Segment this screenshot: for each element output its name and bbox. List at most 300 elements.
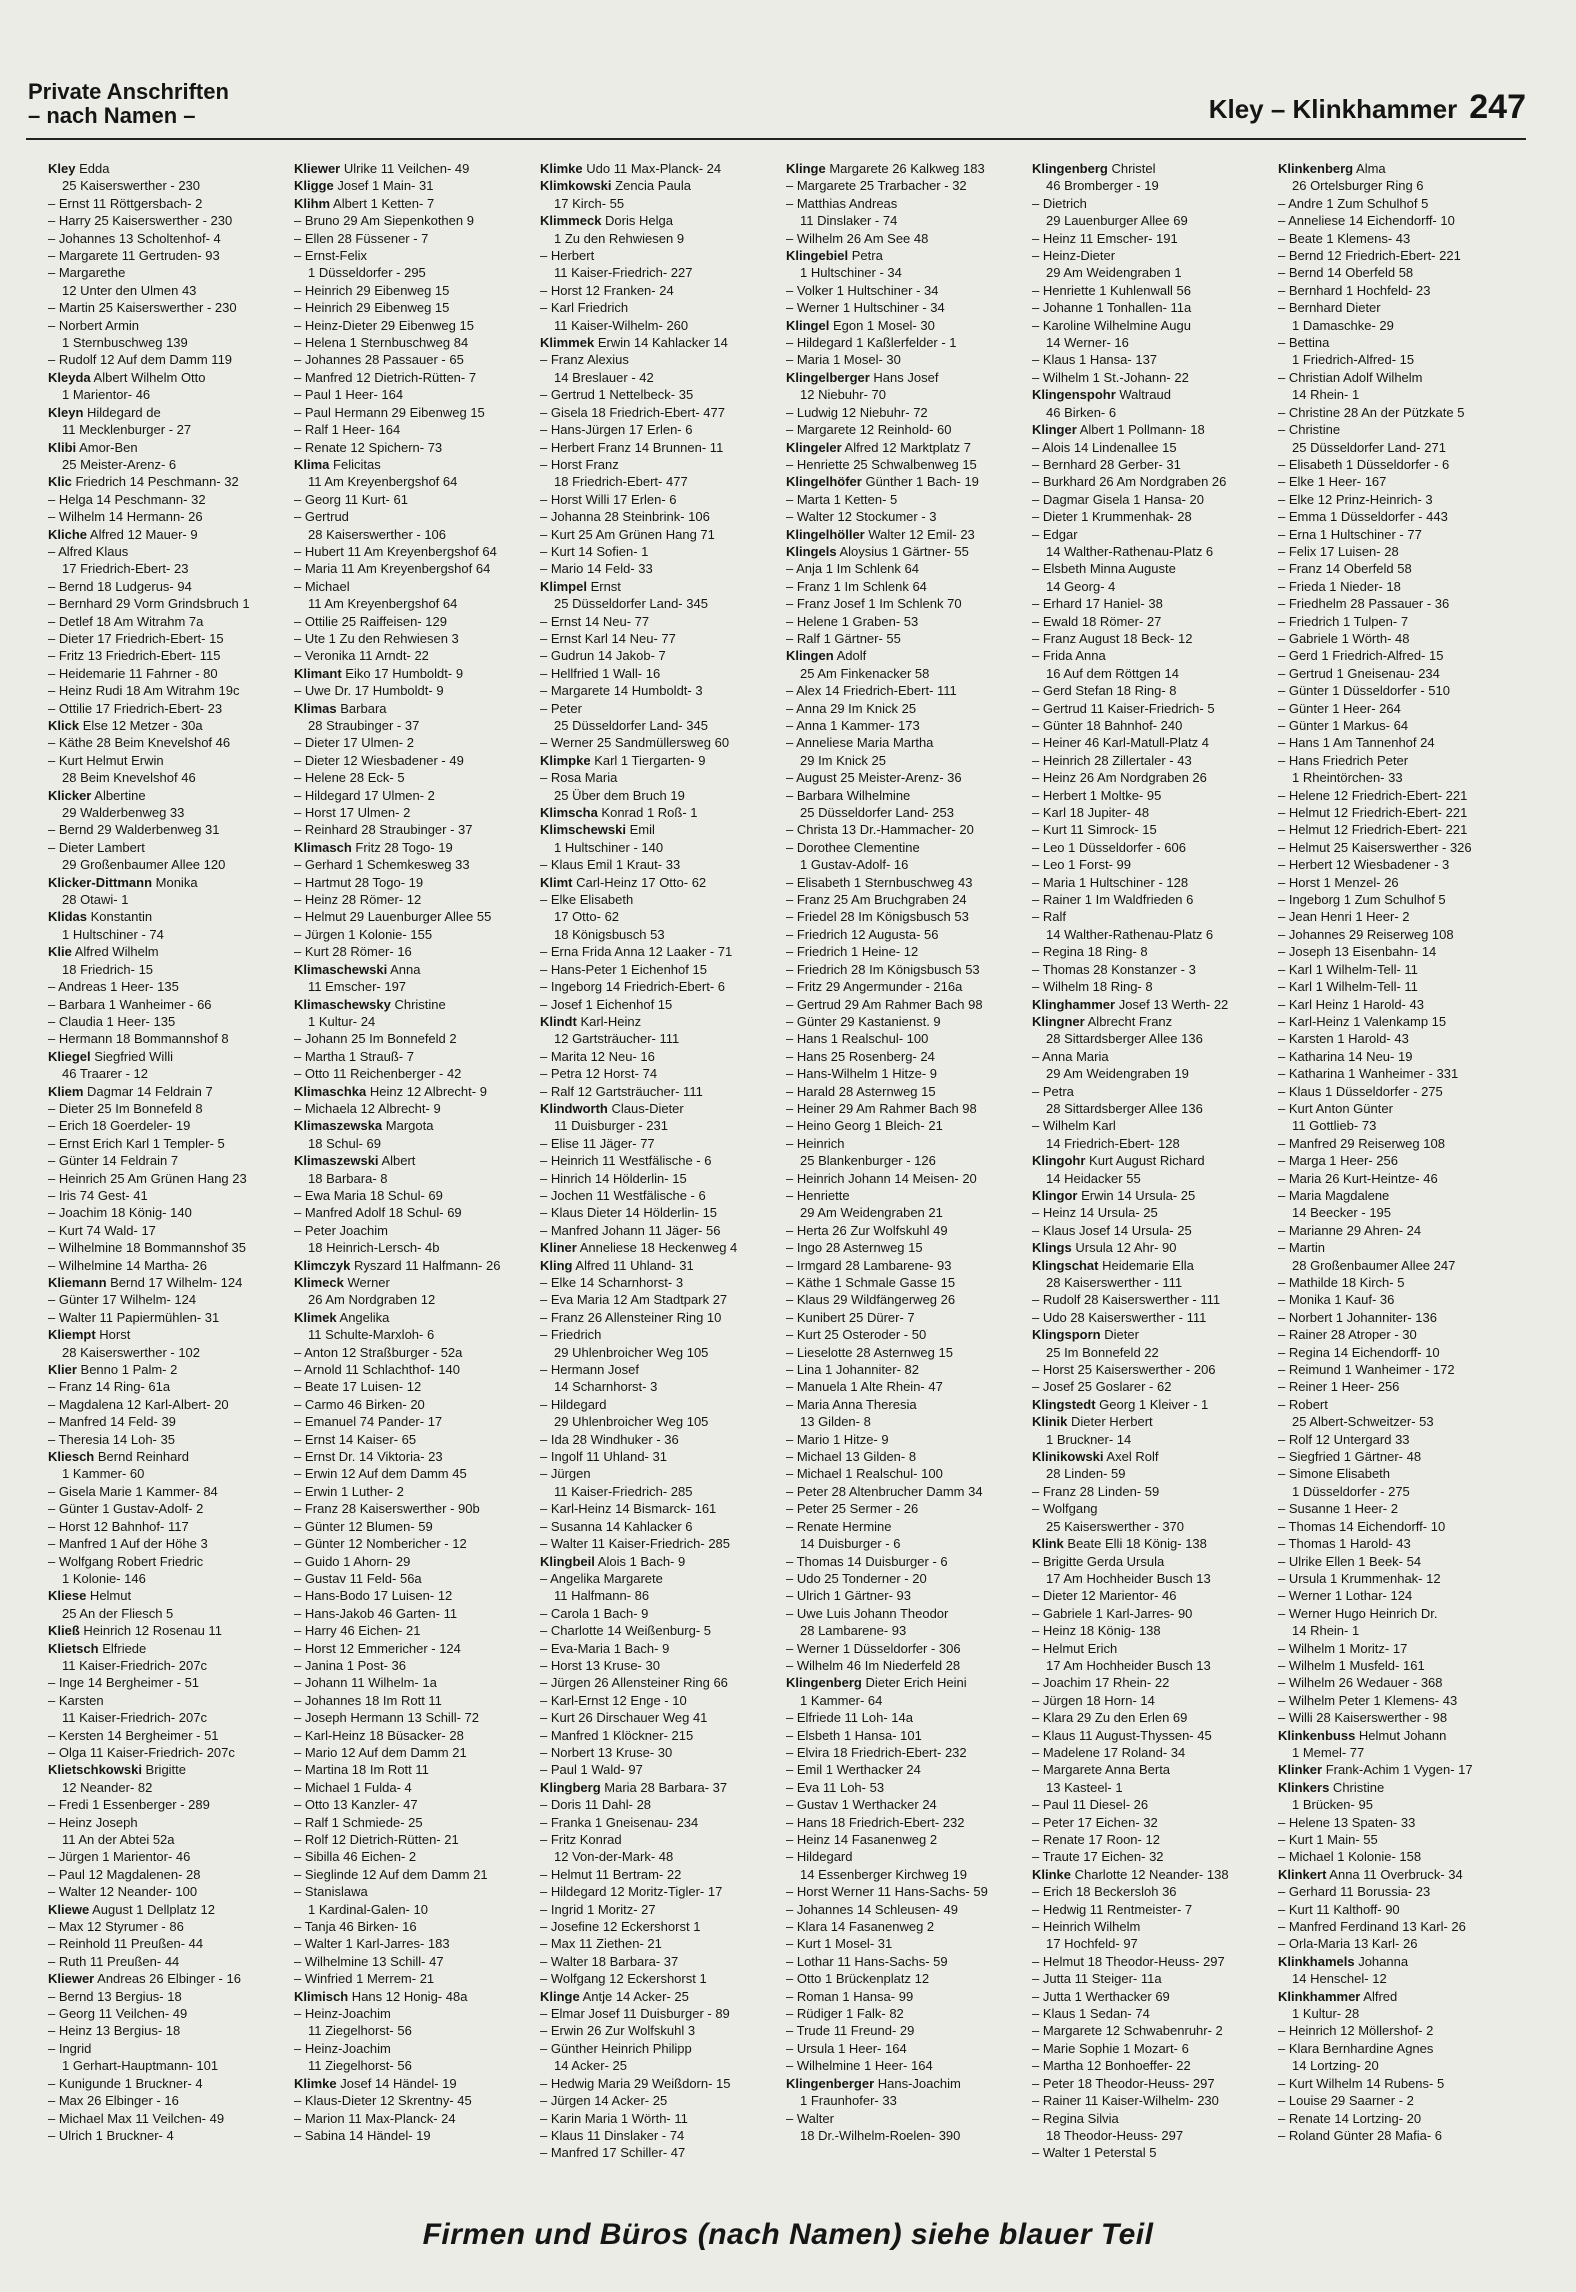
surname: Klinker <box>1278 1762 1323 1778</box>
listing-entry: – Josefine 12 Eckershorst 1 <box>540 1919 701 1935</box>
surname: Klink <box>1032 1536 1064 1552</box>
listing-entry: – Christine <box>1278 422 1341 438</box>
surname: Klingels <box>786 543 837 559</box>
listing-entry: 28 Lambarene- 93 <box>800 1623 907 1639</box>
listing-entry: – Margarete 11 Gertruden- 93 <box>48 248 220 264</box>
listing-entry: – Karl Friedrich <box>540 300 629 316</box>
listing-entry: Klimaschka Heinz 12 Albrecht- 9 <box>294 1083 487 1099</box>
listing-entry: – Norbert 13 Kruse- 30 <box>540 1744 673 1760</box>
listing-entry: – Barbara Wilhelmine <box>786 787 911 803</box>
listing-entry: 12 Niebuhr- 70 <box>800 387 886 403</box>
listing-entry: Klinge Margarete 26 Kalkweg 183 <box>786 161 985 176</box>
listing-entry: – Käthe 1 Schmale Gasse 15 <box>786 1275 956 1290</box>
footer-note: Firmen und Büros (nach Namen) siehe blauer Teil <box>422 2218 1154 2251</box>
listing-entry: – Tanja 46 Birken- 16 <box>294 1919 417 1935</box>
listing-entry: – Harry 46 Eichen- 21 <box>294 1623 421 1639</box>
listing-entry: – Renate 17 Roon- 12 <box>1032 1832 1160 1847</box>
listing-entry: – Rolf 12 Dietrich-Rütten- 21 <box>294 1832 459 1847</box>
listing-entry: – Heinrich Johann 14 Meisen- 20 <box>786 1170 977 1186</box>
listing-entry: – Paul 12 Magdalenen- 28 <box>48 1866 201 1882</box>
listing-entry: – Veronika 11 Arndt- 22 <box>294 648 429 664</box>
listing-entry: Klingstedt Georg 1 Kleiver - 1 <box>1032 1396 1209 1412</box>
listing-entry: – Lina 1 Johanniter- 82 <box>786 1362 919 1378</box>
listing-entry: – Franz August 18 Beck- 12 <box>1032 630 1193 646</box>
surname: Klicker-Dittmann <box>48 874 153 890</box>
listing-entry: Klimmeck Doris Helga <box>540 213 673 229</box>
surname: Klimaschka <box>294 1083 367 1099</box>
listing-entry: – Karl Heinz 1 Harold- 43 <box>1278 996 1424 1012</box>
surname: Klingel <box>786 317 830 333</box>
listing-entry: – Helmut 29 Lauenburger Allee 55 <box>294 909 492 925</box>
listing-entry: Klingohr Kurt August Richard <box>1032 1153 1205 1169</box>
listing-entry: – Kurt Anton Günter <box>1278 1100 1393 1116</box>
surname: Klimek <box>294 1309 337 1325</box>
listing-entry: Klimkowski Zencia Paula <box>540 178 692 194</box>
listing-entry: – Horst 1 Menzel- 26 <box>1278 874 1399 890</box>
listing-entry: – Elsbeth 1 Hansa- 101 <box>786 1727 922 1743</box>
listing-entry: – Dieter Lambert <box>48 839 145 855</box>
listing-entry: – Heinz-Joachim <box>294 2040 391 2056</box>
listing-entry: – Bernhard 28 Gerber- 31 <box>1032 456 1181 472</box>
surname: Klindt <box>540 1013 577 1029</box>
listing-entry: – Monika 1 Kauf- 36 <box>1278 1292 1395 1308</box>
listing-entry: 28 Otawi- 1 <box>62 892 129 908</box>
listing-entry: 1 Brücken- 95 <box>1292 1797 1373 1813</box>
listing-entry: – Heinrich 25 Am Grünen Hang 23 <box>48 1170 247 1186</box>
listing-entry: Klingels Aloysius 1 Gärtner- 55 <box>786 543 969 559</box>
listing-entry: 14 Georg- 4 <box>1046 578 1116 594</box>
listing-entry: 14 Rhein- 1 <box>1292 1623 1360 1639</box>
listing-entry: – Henriette <box>786 1187 850 1203</box>
listing-entry: – Ernst Karl 14 Neu- 77 <box>540 630 676 646</box>
listing-entry: – Thomas 1 Harold- 43 <box>1278 1536 1411 1552</box>
listing-entry: – Michael Max 11 Veilchen- 49 <box>48 2110 225 2126</box>
listing-entry: 1 Kultur- 28 <box>1292 2006 1360 2022</box>
listing-entry: – Max 26 Elbinger - 16 <box>48 2093 179 2109</box>
listing-entry: – Doris 11 Dahl- 28 <box>540 1797 652 1813</box>
listing-entry: – Dietrich <box>1032 195 1087 211</box>
listing-entry: – Margarete 12 Schwabenruhr- 2 <box>1032 2023 1223 2039</box>
listing-column <box>1278 160 1524 2190</box>
listing-entry: – Erwin 1 Luther- 2 <box>294 1483 404 1499</box>
listing-entry: – Gabriele 1 Wörth- 48 <box>1278 630 1410 646</box>
listing-entry: – Arnold 11 Schlachthof- 140 <box>294 1362 460 1378</box>
surname: Kley <box>48 161 76 176</box>
section-title-line2: – nach Namen – <box>28 103 196 128</box>
listing-entry: – Herbert 1 Moltke- 95 <box>1032 787 1162 803</box>
listing-entry: – Joseph Hermann 13 Schill- 72 <box>294 1710 479 1726</box>
listing-entry: Klimeck Werner <box>294 1275 390 1290</box>
listing-entry: – Martina 18 Im Rott 11 <box>294 1762 429 1778</box>
listing-entry: – Ruth 11 Preußen- 44 <box>48 1953 180 1969</box>
listing-entry: – Petra 12 Horst- 74 <box>540 1066 658 1082</box>
listing-entry: – Karsten 1 Harold- 43 <box>1278 1031 1409 1047</box>
listing-entry: – Orla-Maria 13 Karl- 26 <box>1278 1936 1418 1952</box>
listing-entry: – Reimund 1 Wanheimer - 172 <box>1278 1362 1455 1378</box>
listing-entry: Klinikowski Axel Rolf <box>1032 1449 1159 1465</box>
header-rule <box>26 138 1526 140</box>
listing-entry: – Franz 28 Kaiserswerther - 90b <box>294 1501 480 1517</box>
listing-entry: Klimisch Hans 12 Honig- 48a <box>294 1988 468 2004</box>
listing-entry: – Heinz Joseph <box>48 1814 138 1830</box>
listing-entry: – Fritz 13 Friedrich-Ebert- 115 <box>48 648 221 664</box>
surname: Klinkhammer <box>1278 1988 1361 2004</box>
listing-entry: Klingel Egon 1 Mosel- 30 <box>786 317 935 333</box>
listing-entry: – Franz 14 Oberfeld 58 <box>1278 561 1412 577</box>
surname: Klie <box>48 944 72 960</box>
listing-entry: 25 Am Finkenacker 58 <box>800 665 930 681</box>
listing-entry: – Elise 11 Jäger- 77 <box>540 1135 655 1151</box>
listing-entry: – Anna 1 Kammer- 173 <box>786 718 920 733</box>
listing-entry: – Otto 11 Reichenberger - 42 <box>294 1066 462 1082</box>
listing-entry: 25 Im Bonnefeld 22 <box>1046 1344 1159 1360</box>
listing-entry: 18 Heinrich-Lersch- 4b <box>308 1240 440 1256</box>
surname: Kling <box>540 1257 573 1273</box>
listing-entry: – Frieda 1 Nieder- 18 <box>1278 578 1401 594</box>
listing-entry: – Harry 25 Kaiserswerther - 230 <box>48 213 233 229</box>
listing-entry: – Sabina 14 Händel- 19 <box>294 2127 431 2143</box>
surname: Klingeler <box>786 439 842 455</box>
listing-entry: – Marta 1 Ketten- 5 <box>786 491 898 507</box>
listing-entry: – Ulrike Ellen 1 Beek- 54 <box>1278 1553 1422 1569</box>
name-range: Kley – Klinkhammer <box>1208 94 1458 124</box>
surname: Klinkert <box>1278 1866 1327 1882</box>
listing-entry: – Trude 11 Freund- 29 <box>786 2023 915 2039</box>
listing-entry: 1 Hultschiner - 74 <box>62 926 164 942</box>
listing-entry: 11 Am Kreyenbergshof 64 <box>308 474 458 490</box>
listing-entry: – Heidemarie 11 Fahrner - 80 <box>48 665 218 681</box>
listing-entry: – Hans-Jakob 46 Garten- 11 <box>294 1605 458 1621</box>
surname: Klimczyk <box>294 1257 351 1273</box>
surname: Klimschewski <box>540 822 626 838</box>
listing-entry: – Wilhelm Karl <box>1032 1118 1116 1134</box>
listing-entry: 25 Blankenburger - 126 <box>800 1153 936 1169</box>
page-header-range <box>1209 88 1526 127</box>
listing-entry: – Guido 1 Ahorn- 29 <box>294 1553 411 1569</box>
listing-entry: – Franz 1 Im Schlenk 64 <box>786 578 927 594</box>
listing-entry: – Walter 1 Karl-Jarres- 183 <box>294 1936 450 1952</box>
listing-entry: – Gerhard 1 Schemkesweg 33 <box>294 857 470 873</box>
listing-entry: – Martin 25 Kaiserswerther - 230 <box>48 300 237 316</box>
listing-entry: – Marie Sophie 1 Mozart- 6 <box>1032 2040 1189 2056</box>
surname: Klimaschewsky <box>294 996 391 1012</box>
surname: Klingenspohr <box>1032 387 1116 403</box>
listing-entry: – Helene 28 Eck- 5 <box>294 770 405 786</box>
listing-entry: – Maria 26 Kurt-Heintze- 46 <box>1278 1170 1438 1186</box>
listing-entry: Klimschewski Emil <box>540 822 655 838</box>
surname: Klimkowski <box>540 178 612 194</box>
listing-entry: – Friedrich 12 Augusta- 56 <box>786 926 939 942</box>
listing-entry: – Bernhard 29 Vorm Grindsbruch 1 <box>48 596 250 612</box>
listing-entry: Klimpel Ernst <box>540 578 621 594</box>
listing-entry: 28 Straubinger - 37 <box>308 718 420 733</box>
listing-entry: – Karl-Heinz 14 Bismarck- 161 <box>540 1501 717 1517</box>
listing-entry: – Charlotte 14 Weißenburg- 5 <box>540 1623 712 1639</box>
listing-entry: – Mario 14 Feld- 33 <box>540 561 653 577</box>
listing-entry: – Lieselotte 28 Asternweg 15 <box>786 1344 953 1360</box>
listing-entry: – Renate 14 Lortzing- 20 <box>1278 2110 1422 2126</box>
listing-entry: – Ingo 28 Asternweg 15 <box>786 1240 923 1256</box>
listing-entry: Klimaszewski Albert <box>294 1153 416 1169</box>
listing-entry: – Walter <box>786 2110 834 2126</box>
surname: Klimt <box>540 874 573 890</box>
listing-columns <box>48 160 1528 2190</box>
listing-entry: – Friedrich <box>540 1327 602 1343</box>
surname: Klimpke <box>540 752 591 768</box>
listing-entry: – Manfred Ferdinand 13 Karl- 26 <box>1278 1919 1466 1935</box>
listing-entry: 1 Marientor- 46 <box>62 387 151 403</box>
listing-entry: – Dieter 12 Marientor- 46 <box>1032 1588 1177 1604</box>
listing-entry: – Hans-Wilhelm 1 Hitze- 9 <box>786 1066 937 1082</box>
surname: Klinger <box>1032 422 1077 438</box>
listing-entry: – Hans 18 Friedrich-Ebert- 232 <box>786 1814 965 1830</box>
listing-entry: 25 Düsseldorfer Land- 271 <box>1292 439 1446 455</box>
listing-entry: – Matthias Andreas <box>786 195 898 211</box>
listing-entry: – Katharina 14 Neu- 19 <box>1278 1048 1413 1064</box>
listing-entry: – Ingeborg 14 Friedrich-Ebert- 6 <box>540 979 725 995</box>
listing-entry: – Fritz 29 Angermunder - 216a <box>786 979 963 995</box>
listing-entry: 29 Am Weidengraben 21 <box>800 1205 943 1221</box>
listing-entry: – Maria 1 Mosel- 30 <box>786 352 901 368</box>
listing-entry: – Brigitte Gerda Ursula <box>1032 1553 1165 1569</box>
listing-entry: – Werner 1 Düsseldorfer - 306 <box>786 1640 961 1656</box>
listing-entry: – Heinz-Dieter <box>1032 248 1116 264</box>
listing-entry: – Günter 18 Bahnhof- 240 <box>1032 718 1183 733</box>
listing-entry: – Elvira 18 Friedrich-Ebert- 232 <box>786 1744 967 1760</box>
listing-entry: – Erich 18 Beckersloh 36 <box>1032 1884 1177 1900</box>
listing-entry: – Wilhelm 14 Hermann- 26 <box>48 509 203 525</box>
listing-entry: – Gertrud 1 Gneisenau- 234 <box>1278 665 1440 681</box>
listing-entry: – Anja 1 Im Schlenk 64 <box>786 561 919 577</box>
listing-entry: – Wilhelm 26 Wedauer - 368 <box>1278 1675 1443 1691</box>
listing-entry: – Mathilde 18 Kirch- 5 <box>1278 1275 1405 1290</box>
surname: Klingsporn <box>1032 1327 1101 1343</box>
listing-entry: Klimke Josef 14 Händel- 19 <box>294 2075 457 2091</box>
listing-entry: Klinger Albert 1 Pollmann- 18 <box>1032 422 1205 438</box>
listing-entry: – Joachim 17 Rhein- 22 <box>1032 1675 1170 1691</box>
listing-entry: – Michael <box>294 578 350 594</box>
listing-entry: – Henriette 25 Schwalbenweg 15 <box>786 456 977 472</box>
listing-entry: – Ernst Dr. 14 Viktoria- 23 <box>294 1449 443 1465</box>
listing-entry: – Klaus 11 Dinslaker - 74 <box>540 2127 685 2143</box>
listing-entry: – Mario 12 Auf dem Damm 21 <box>294 1744 467 1760</box>
listing-entry: – Elmar Josef 11 Duisburger - 89 <box>540 2006 730 2022</box>
listing-entry: – Kurt 26 Dirschauer Weg 41 <box>540 1710 708 1726</box>
listing-entry: – Otto 13 Kanzler- 47 <box>294 1797 418 1813</box>
listing-entry: – Johannes 13 Scholtenhof- 4 <box>48 230 221 246</box>
listing-entry: – Rainer 28 Atroper - 30 <box>1278 1327 1417 1343</box>
surname: Klingenberg <box>786 1675 862 1691</box>
listing-entry: – Heino Georg 1 Bleich- 21 <box>786 1118 943 1134</box>
listing-entry: – Ursula 1 Heer- 164 <box>786 2040 907 2056</box>
listing-entry: – Hermann 18 Bommannshof 8 <box>48 1031 229 1047</box>
listing-entry: – Heinz 28 Römer- 12 <box>294 892 422 908</box>
listing-entry: Klinkhammer Alfred <box>1278 1988 1398 2004</box>
listing-entry: – Maria 1 Hultschiner - 128 <box>1032 874 1189 890</box>
listing-entry: – Wilhelm Peter 1 Klemens- 43 <box>1278 1692 1458 1708</box>
listing-entry: – Franz 26 Allensteiner Ring 10 <box>540 1309 722 1325</box>
listing-entry: – Reinhard 28 Straubinger - 37 <box>294 822 473 838</box>
listing-entry: – Thomas 28 Konstanzer - 3 <box>1032 961 1196 977</box>
listing-entry: – Heiner 46 Karl-Matull-Platz 4 <box>1032 735 1210 751</box>
listing-entry: – Walter 18 Barbara- 37 <box>540 1953 679 1969</box>
listing-entry: – Fredi 1 Essenberger - 289 <box>48 1797 210 1813</box>
listing-entry: – Wilhelmine 13 Schill- 47 <box>294 1953 444 1969</box>
listing-entry: 11 Kaiser-Friedrich- 227 <box>554 265 693 281</box>
listing-entry: – Jutta 11 Steiger- 11a <box>1032 1971 1162 1987</box>
listing-entry: – Marga 1 Heer- 256 <box>1278 1153 1398 1169</box>
listing-entry: – Gustav 11 Feld- 56a <box>294 1570 422 1586</box>
listing-entry: – Beate 17 Luisen- 12 <box>294 1379 422 1395</box>
listing-entry: 14 Scharnhorst- 3 <box>554 1379 658 1395</box>
listing-entry: – Uwe Luis Johann Theodor <box>786 1605 949 1621</box>
listing-entry: – Wolfgang <box>1032 1501 1098 1517</box>
listing-entry: – Horst Werner 11 Hans-Sachs- 59 <box>786 1884 988 1900</box>
listing-entry: – Heinrich <box>786 1135 845 1151</box>
surname: Klindworth <box>540 1100 608 1116</box>
listing-entry: – Udo 28 Kaiserswerther - 111 <box>1032 1309 1207 1325</box>
listing-entry: – Ingrid <box>48 2040 92 2056</box>
listing-entry: Klimt Carl-Heinz 17 Otto- 62 <box>540 874 707 890</box>
listing-entry: – Martha 12 Bonhoeffer- 22 <box>1032 2058 1191 2074</box>
listing-entry: – Horst 12 Emmericher - 124 <box>294 1640 461 1656</box>
listing-entry: – Hubert 11 Am Kreyenbergshof 64 <box>294 543 497 559</box>
listing-entry: – Erna Frida Anna 12 Laaker - 71 <box>540 944 733 960</box>
surname: Klietschkowski <box>48 1762 142 1778</box>
listing-entry: 11 Duisburger - 231 <box>554 1118 668 1134</box>
listing-entry: 28 Beim Knevelshof 46 <box>62 770 196 786</box>
listing-entry: – Werner 1 Lothar- 124 <box>1278 1588 1413 1604</box>
surname: Klinghammer <box>1032 996 1116 1012</box>
listing-entry: – Alex 14 Friedrich-Ebert- 111 <box>786 683 957 699</box>
surname: Klimeck <box>294 1275 344 1290</box>
surname: Klingenberger <box>786 2075 875 2091</box>
listing-entry: 25 Kaiserswerther - 370 <box>1046 1518 1185 1534</box>
surname: Klihm <box>294 195 331 211</box>
listing-entry: – Klaus-Dieter 12 Skrentny- 45 <box>294 2093 472 2109</box>
listing-entry: – Helene 1 Graben- 53 <box>786 613 919 629</box>
listing-entry: – Bernd 18 Ludgerus- 94 <box>48 578 192 594</box>
listing-entry: 18 Friedrich-Ebert- 477 <box>554 474 688 490</box>
listing-entry: – Franz Alexius <box>540 352 629 368</box>
listing-entry: – Dieter 1 Krummenhak- 28 <box>1032 509 1192 525</box>
listing-entry: Kliewe August 1 Dellplatz 12 <box>48 1901 215 1917</box>
listing-entry: – Maria Magdalene <box>1278 1187 1390 1203</box>
listing-entry: – Gertrud 11 Kaiser-Friedrich- 5 <box>1032 700 1215 716</box>
listing-entry: 25 Düsseldorfer Land- 345 <box>554 596 708 612</box>
listing-entry: – Gerhard 11 Borussia- 23 <box>1278 1884 1431 1900</box>
listing-entry: – Thomas 14 Duisburger - 6 <box>786 1553 948 1569</box>
listing-entry: Klink Beate Elli 18 König- 138 <box>1032 1536 1207 1552</box>
surname: Klingschat <box>1032 1257 1099 1273</box>
listing-entry: 29 Am Weidengraben 19 <box>1046 1066 1189 1082</box>
listing-entry: 1 Kolonie- 146 <box>62 1570 146 1586</box>
listing-entry: – Uwe Dr. 17 Humboldt- 9 <box>294 683 444 699</box>
listing-entry: – Manfred 17 Schiller- 47 <box>540 2145 686 2161</box>
surname: Kleyda <box>48 369 91 385</box>
listing-entry: – Johannes 18 Im Rott 11 <box>294 1692 442 1708</box>
listing-entry: – Wilhelm 1 Musfeld- 161 <box>1278 1657 1425 1673</box>
listing-entry: – Ulrich 1 Bruckner- 4 <box>48 2127 174 2143</box>
surname: Klima <box>294 456 330 472</box>
listing-entry: – Hildegard <box>786 1849 853 1865</box>
surname: Klinkenberg <box>1278 161 1354 176</box>
listing-entry: – Felix 17 Luisen- 28 <box>1278 543 1399 559</box>
listing-entry: – Gustav 1 Werthacker 24 <box>786 1797 937 1813</box>
listing-entry: – Klaus 1 Hansa- 137 <box>1032 352 1158 368</box>
listing-entry: – Bruno 29 Am Siepenkothen 9 <box>294 213 474 229</box>
listing-entry: 17 Am Hochheider Busch 13 <box>1046 1657 1211 1673</box>
listing-entry: – Gerd 1 Friedrich-Alfred- 15 <box>1278 648 1444 664</box>
surname: Klingenberg <box>1032 161 1108 176</box>
listing-entry: – Ute 1 Zu den Rehwiesen 3 <box>294 630 459 646</box>
listing-entry: 1 Kammer- 60 <box>62 1466 145 1482</box>
listing-entry: 18 Dr.-Wilhelm-Roelen- 390 <box>800 2127 961 2143</box>
listing-entry: – Hans 1 Am Tannenhof 24 <box>1278 735 1435 751</box>
surname: Klings <box>1032 1240 1072 1256</box>
listing-entry: – Petra <box>1032 1083 1074 1099</box>
listing-entry: – Thomas 14 Eichendorff- 10 <box>1278 1518 1446 1534</box>
listing-entry: – Horst 25 Kaiserswerther - 206 <box>1032 1362 1216 1378</box>
listing-entry: – Sibilla 46 Eichen- 2 <box>294 1849 417 1865</box>
listing-entry: 14 Werner- 16 <box>1046 335 1129 351</box>
listing-entry: 26 Ortelsburger Ring 6 <box>1292 178 1424 194</box>
surname: Klicker <box>48 787 92 803</box>
listing-entry: – Reinhold 11 Preußen- 44 <box>48 1936 204 1952</box>
surname: Kliemann <box>48 1275 107 1290</box>
listing-entry: – Martin <box>1278 1240 1325 1256</box>
listing-entry: – Ellen 28 Füssener - 7 <box>294 230 429 246</box>
surname: Kliewe <box>48 1901 90 1917</box>
listing-entry: – Christa 13 Dr.-Hammacher- 20 <box>786 822 974 838</box>
listing-entry: 18 Barbara- 8 <box>308 1170 388 1186</box>
listing-entry: – Ottilie 25 Raiffeisen- 129 <box>294 613 447 629</box>
surname: Klingebiel <box>786 248 849 264</box>
listing-entry: 11 Kaiser-Friedrich- 285 <box>554 1483 693 1499</box>
listing-entry: – Kunibert 25 Dürer- 7 <box>786 1309 915 1325</box>
listing-entry: – Rosa Maria <box>540 770 618 786</box>
listing-entry: Klima Felicitas <box>294 456 381 472</box>
listing-entry: Kliegel Siegfried Willi <box>48 1048 173 1064</box>
listing-entry: – Renate 12 Spichern- 73 <box>294 439 443 455</box>
listing-entry: – Walter 11 Papiermühlen- 31 <box>48 1309 220 1325</box>
surname: Klimisch <box>294 1988 349 2004</box>
listing-entry: – Angelika Margarete <box>540 1570 663 1586</box>
listing-entry: – Dagmar Gisela 1 Hansa- 20 <box>1032 491 1204 507</box>
listing-entry: Klinge Antje 14 Acker- 25 <box>540 1988 689 2004</box>
surname: Klingelhöller <box>786 526 865 542</box>
listing-entry: – Heinz 13 Bergius- 18 <box>48 2023 181 2039</box>
surname: Klinke <box>1032 1866 1072 1882</box>
listing-entry: – Herta 26 Zur Wolfskuhl 49 <box>786 1222 948 1238</box>
listing-entry: – Ernst 14 Kaiser- 65 <box>294 1431 417 1447</box>
listing-entry: – Heinz Rudi 18 Am Witrahm 19c <box>48 683 240 699</box>
listing-entry: Klimaschewsky Christine <box>294 996 446 1012</box>
listing-entry: – Maria Anna Theresia <box>786 1396 917 1412</box>
listing-entry: 25 Über dem Bruch 19 <box>554 787 685 803</box>
listing-entry: 46 Traarer - 12 <box>62 1066 148 1082</box>
listing-entry: Klindworth Claus-Dieter <box>540 1100 684 1116</box>
listing-entry: Klingenberg Dieter Erich Heini <box>786 1675 967 1691</box>
listing-entry: – Bernhard Dieter <box>1278 300 1381 316</box>
listing-entry: 1 Hultschiner - 140 <box>554 839 664 855</box>
listing-entry: 1 Kultur- 24 <box>308 1013 376 1029</box>
listing-entry: – Helena 1 Sternbuschweg 84 <box>294 335 469 351</box>
listing-entry: – Friedhelm 28 Passauer - 36 <box>1278 596 1450 612</box>
listing-entry: – Walter 12 Stockumer - 3 <box>786 509 937 525</box>
listing-entry: 29 Uhlenbroicher Weg 105 <box>554 1344 709 1360</box>
listing-entry: – Ernst-Felix <box>294 248 367 264</box>
